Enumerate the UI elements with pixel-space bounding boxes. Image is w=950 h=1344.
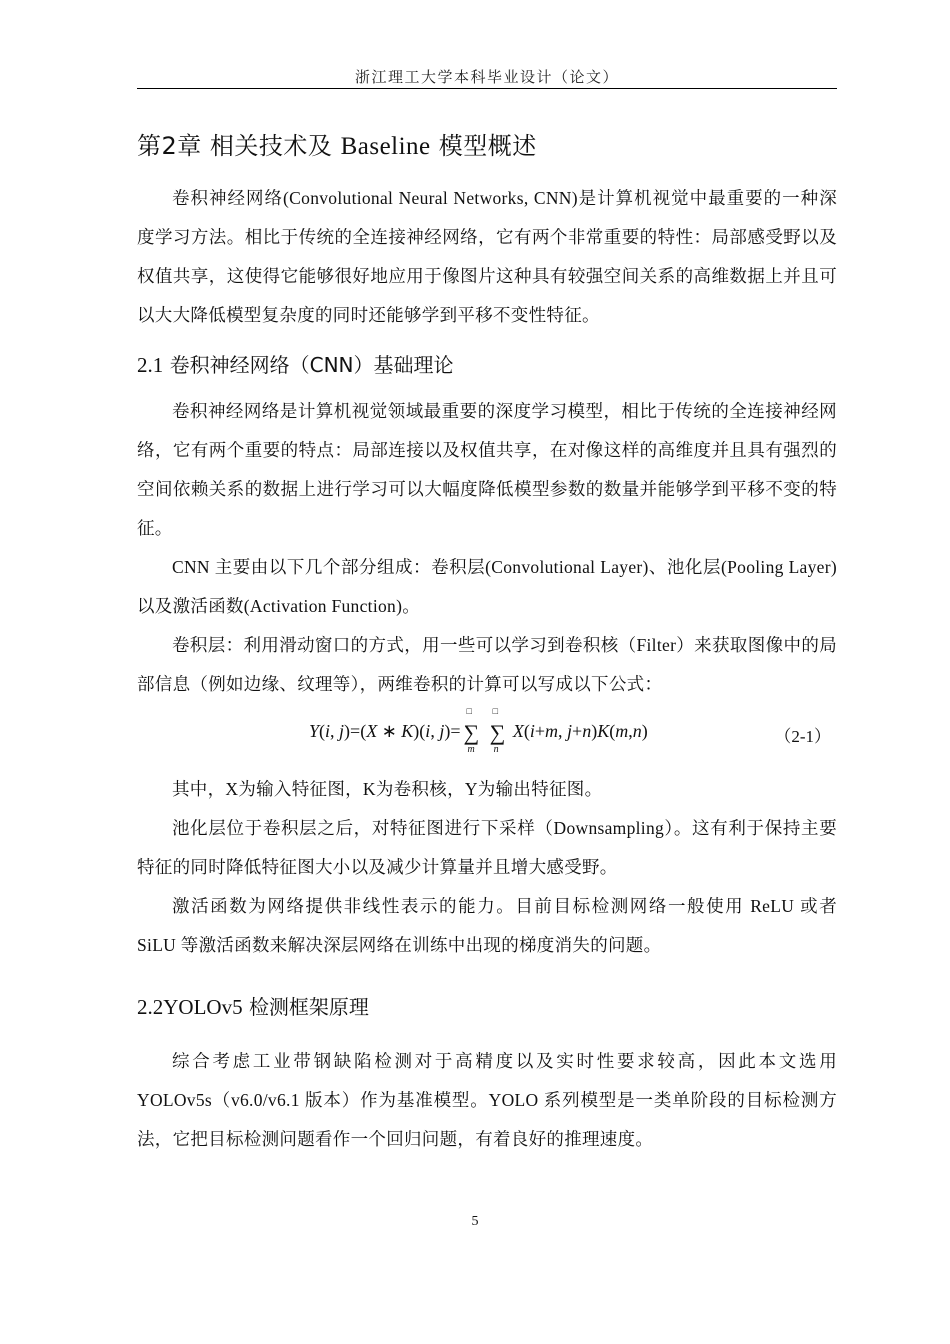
paragraph: 池化层位于卷积层之后，对特征图进行下采样（Downsampling）。这有利于保持主要特征的同时降低特征图大小以及减少计算量并且增大感受野。	[137, 818, 837, 877]
chapter-title-part2: 模型概述	[438, 132, 537, 160]
paragraph: 激活函数为网络提供非线性表示的能力。目前目标检测网络一般使用 ReLU 或者 SiLU 等激活函数来解决深层网络在训练中出现的梯度消失的问题。	[137, 896, 837, 955]
chapter-number: 第2章	[137, 132, 202, 160]
summation-icon: □ ∑ n	[489, 706, 506, 755]
equation-2-1	[137, 706, 837, 766]
section-number: 2.2YOLOv5	[137, 995, 243, 1019]
section-title: 卷积神经网络（CNN）基础理论	[169, 353, 454, 377]
chapter-title	[137, 126, 837, 161]
paragraph: 其中，X为输入特征图，K为卷积核，Y为输出特征图。	[172, 779, 603, 799]
header-rule	[137, 88, 837, 89]
section-heading-2-2	[137, 991, 837, 1020]
chapter-title-latin: Baseline	[340, 133, 431, 160]
convolution-formula: Y(i, j)=(X ∗ K)(i, j)= □ ∑ m □ ∑ n X(i+m, j+n)K(m,n)	[309, 706, 648, 755]
intro-paragraph: 卷积神经网络(Convolutional Neural Networks, CNN)是计算机视觉中最重要的一种深度学习方法。相比于传统的全连接神经网络，它有两个非常重要的特性：局部感受野以及权值共享，这使得它能够很好地应用于像图片这种具有较强空间关系的高维数据上并且可以大大降低模型复杂度的同时还能够学到平移不变性特征。	[137, 188, 837, 325]
paragraph: 卷积层：利用滑动窗口的方式，用一些可以学习到卷积核（Filter）来获取图像中的局部信息（例如边缘、纹理等），两维卷积的计算可以写成以下公式：	[137, 635, 837, 694]
chapter-title-part1: 相关技术及	[209, 132, 333, 160]
section-title: 检测框架原理	[248, 995, 369, 1019]
section-heading-2-1	[137, 349, 837, 378]
paragraph: CNN 主要由以下几个部分组成：卷积层(Convolutional Layer)、池化层(Pooling Layer)以及激活函数(Activation Function)。	[137, 557, 837, 616]
paragraph: 综合考虑工业带钢缺陷检测对于高精度以及实时性要求较高，因此本文选用 YOLOv5s（v6.0/v6.1 版本）作为基准模型。YOLO 系列模型是一类单阶段的目标检测方法，它把目标检测问题看作一个回归问题，有着良好的推理速度。	[137, 1051, 837, 1149]
page-header: 浙江理工大学本科毕业设计（论文）	[354, 70, 619, 86]
equation-number: （2-1）	[774, 727, 831, 746]
page-number: 5	[471, 1214, 479, 1229]
paragraph: 卷积神经网络是计算机视觉领域最重要的深度学习模型，相比于传统的全连接神经网络，它有两个重要的特点：局部连接以及权值共享，在对像这样的高维度并且具有强烈的空间依赖关系的数据上进行学习可以大幅度降低模型参数的数量并能够学到平移不变的特征。	[137, 401, 837, 538]
summation-icon: □ ∑ m	[463, 706, 480, 755]
page-body	[137, 118, 837, 1159]
section-number: 2.1	[137, 353, 164, 377]
